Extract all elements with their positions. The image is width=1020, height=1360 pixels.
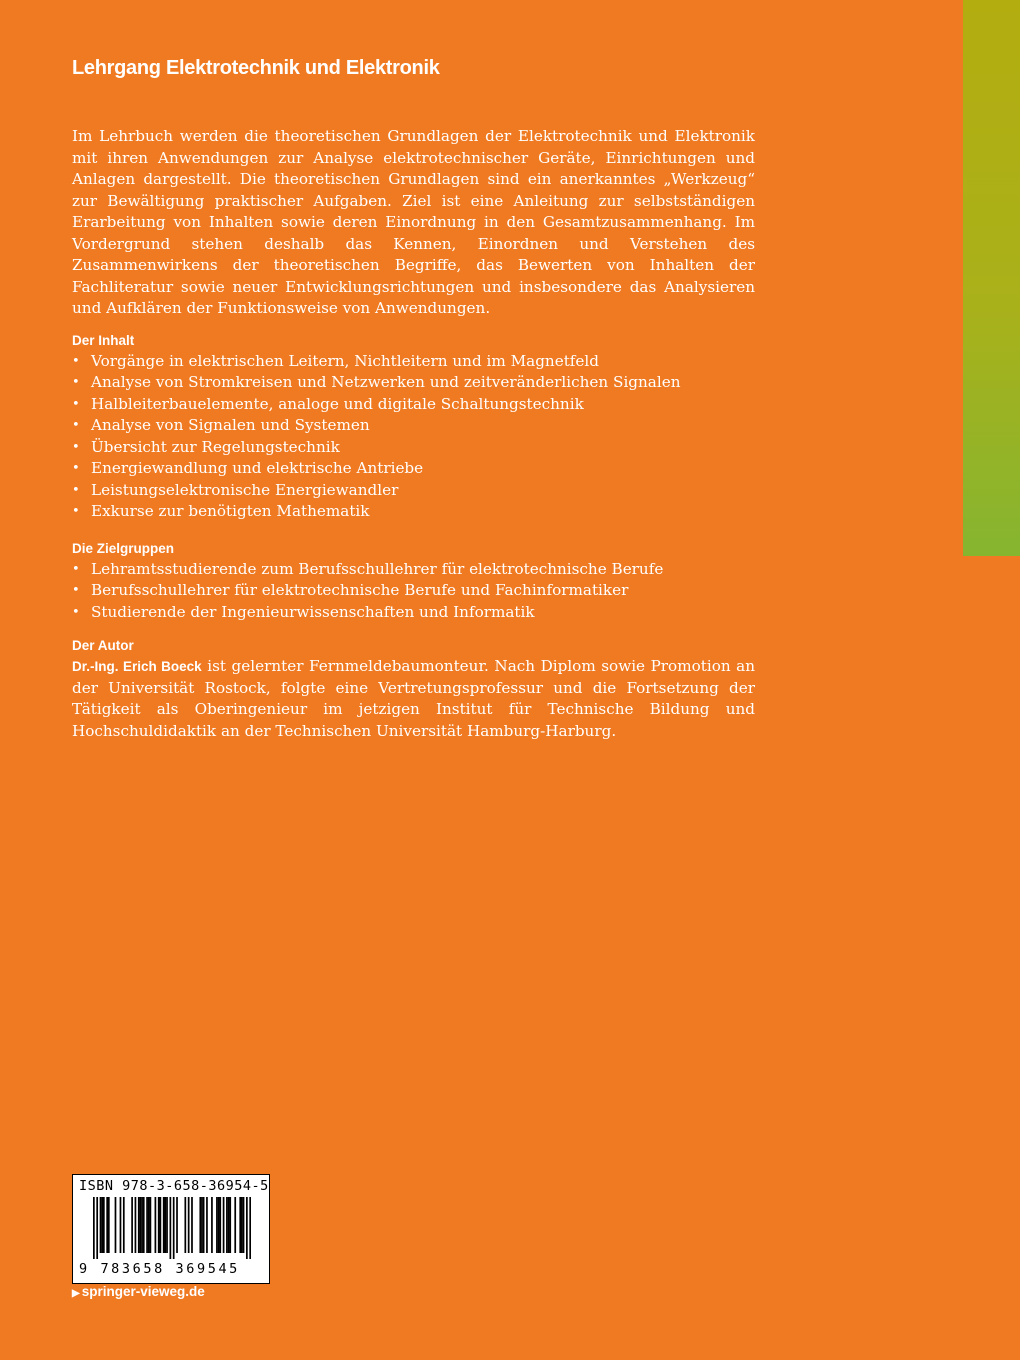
barcode-bar xyxy=(120,1197,122,1253)
bullet-icon: • xyxy=(72,418,80,433)
barcode-bar xyxy=(93,1197,95,1259)
barcode-bar xyxy=(150,1197,152,1253)
list-item xyxy=(72,372,755,394)
author-bio xyxy=(72,656,755,742)
barcode-bar xyxy=(101,1197,103,1253)
barcode-bar xyxy=(143,1197,145,1253)
barcode-bar xyxy=(211,1197,213,1253)
barcode-bar xyxy=(140,1197,142,1253)
list-item xyxy=(72,602,755,624)
contents-list xyxy=(72,351,755,523)
list-item xyxy=(72,351,755,373)
barcode-bar xyxy=(115,1197,117,1253)
author-heading: Der Autor xyxy=(72,638,134,653)
barcode-bar xyxy=(135,1197,137,1253)
barcode-bar xyxy=(170,1197,172,1259)
barcode-bar xyxy=(184,1197,186,1253)
barcode-bar xyxy=(158,1197,160,1253)
barcode-bar xyxy=(216,1197,218,1253)
bullet-icon: • xyxy=(72,583,80,598)
barcode-bar xyxy=(246,1197,248,1259)
bullet-icon: • xyxy=(72,375,80,390)
list-item xyxy=(72,394,755,416)
barcode-bar xyxy=(108,1197,110,1253)
barcode-bar xyxy=(226,1197,228,1253)
list-item-text: Halbleiterbauelemente, analoge und digitale Schaltungstechnik xyxy=(91,394,584,413)
bullet-icon: • xyxy=(72,396,80,412)
list-item xyxy=(72,559,755,581)
barcode-bar xyxy=(148,1197,150,1253)
barcode-bar xyxy=(106,1197,108,1253)
arrow-right-icon: ▶ xyxy=(72,1288,80,1299)
barcode-bar xyxy=(173,1197,175,1259)
barcode-bar xyxy=(163,1197,165,1253)
list-item-text: Analyse von Stromkreisen und Netzwerken und zeitveränderlichen Signalen xyxy=(91,373,681,391)
barcode-bar xyxy=(229,1197,231,1253)
bullet-icon: • xyxy=(72,604,80,620)
barcode-bar xyxy=(166,1197,168,1253)
barcode-bar xyxy=(203,1197,205,1253)
bullet-icon: • xyxy=(72,461,80,476)
barcode-bar xyxy=(199,1197,201,1253)
contents-heading: Der Inhalt xyxy=(72,332,135,348)
barcode-bar xyxy=(146,1197,148,1253)
list-item xyxy=(72,480,755,502)
list-item-text: Berufsschullehrer für elektrotechnische Berufe und Fachinformatiker xyxy=(91,581,629,599)
barcode-bar xyxy=(234,1197,236,1253)
barcode-bar xyxy=(206,1197,208,1253)
barcode-bar xyxy=(241,1197,243,1253)
barcode-bar xyxy=(228,1197,230,1253)
list-item xyxy=(72,501,755,523)
list-item xyxy=(72,415,755,437)
barcode-bar xyxy=(223,1197,225,1253)
barcode-bar xyxy=(218,1197,220,1253)
barcode-bar xyxy=(219,1197,221,1253)
isbn-label: ISBN 978-3-658-36954-5 xyxy=(79,1178,269,1194)
publisher-url: springer-vieweg.de xyxy=(81,1284,205,1299)
barcode-bar xyxy=(249,1197,251,1259)
barcode-bar xyxy=(239,1197,241,1253)
barcode-bar xyxy=(188,1197,190,1253)
publisher-link[interactable] xyxy=(72,1284,205,1299)
bullet-icon: • xyxy=(72,439,80,455)
bullet-icon: • xyxy=(72,482,80,498)
barcode-bar xyxy=(96,1197,98,1259)
ean-digits: 9 783658 369545 xyxy=(79,1261,240,1277)
list-item-text: Analyse von Signalen und Systemen xyxy=(91,416,370,434)
barcode-bar xyxy=(103,1197,105,1253)
list-item-text: Energiewandlung und elektrische Antriebe xyxy=(91,459,424,477)
barcode-bar xyxy=(123,1197,125,1253)
barcode-bar xyxy=(131,1197,133,1253)
bullet-icon: • xyxy=(72,561,80,577)
barcode-bar xyxy=(138,1197,140,1253)
list-item-text: Lehramtsstudierende zum Berufsschullehrer für elektrotechnische Berufe xyxy=(91,559,664,578)
list-item xyxy=(72,458,755,480)
list-item-text: Vorgänge in elektrischen Leitern, Nichtleitern und im Magnetfeld xyxy=(91,351,599,370)
list-item-text: Übersicht zur Regelungstechnik xyxy=(91,437,340,456)
author-bio-text: ist gelernter Fernmeldebaumonteur. Nach Diplom sowie Promotion an der Universität Rostock, folgte eine Vertretungsprofessur und die Fortsetzung der Tätigkeit als Oberingenieur im jetzigen Institut für Technische Bildung und Hochschuldidaktik an der Technischen Universität Hamburg-Harburg. xyxy=(72,657,755,740)
barcode-bar xyxy=(160,1197,162,1253)
barcode-bar xyxy=(100,1197,102,1253)
bullet-icon: • xyxy=(72,353,80,369)
bullet-icon: • xyxy=(72,504,80,519)
back-cover-content xyxy=(72,54,755,742)
book-description: Im Lehrbuch werden die theoretischen Grundlagen der Elektrotechnik und Elektronik mit ihren Anwendungen zur Analyse elektrotechnischer Geräte, Einrichtungen und Anlagen dargestellt. Die theoretischen Grundlagen sind ein anerkanntes „Werkzeug“ zur Bewältigung praktischer Aufgaben. Ziel ist eine Anleitung zur selbstständigen Erarbeitung von Inhalten sowie deren Einordnung in den Gesamtzusammenhang. Im Vordergrund stehen deshalb das Kennen, Einordnen und Verstehen des Zusammenwirkens der theoretischen Begriffe, das Bewerten von Inhalten der Fachliteratur sowie neuer Entwicklungsrichtungen und insbesondere das Analysieren und Aufklären der Funktionsweise von Anwendungen. xyxy=(72,127,755,317)
list-item xyxy=(72,580,755,602)
barcode-bar xyxy=(243,1197,245,1253)
list-item-text: Leistungselektronische Energiewandler xyxy=(91,480,399,499)
barcode-bar xyxy=(165,1197,167,1253)
green-side-stripe xyxy=(963,0,1020,556)
list-item-text: Studierende der Ingenieurwissenschaften und Informatik xyxy=(91,602,535,621)
author-name: Dr.-Ing. Erich Boeck xyxy=(72,659,202,674)
audience-list xyxy=(72,559,755,624)
series-title: Lehrgang Elektrotechnik und Elektronik xyxy=(72,57,440,79)
barcode-bar xyxy=(191,1197,193,1253)
barcode-bars xyxy=(93,1197,251,1259)
barcode-bar xyxy=(141,1197,143,1253)
list-item-text: Exkurse zur benötigten Mathematik xyxy=(91,502,370,520)
isbn-barcode xyxy=(72,1174,270,1284)
audience-heading: Die Zielgruppen xyxy=(72,540,175,556)
list-item xyxy=(72,437,755,459)
barcode-bar xyxy=(201,1197,203,1253)
barcode-bar xyxy=(176,1197,178,1253)
barcode-bar xyxy=(155,1197,157,1253)
